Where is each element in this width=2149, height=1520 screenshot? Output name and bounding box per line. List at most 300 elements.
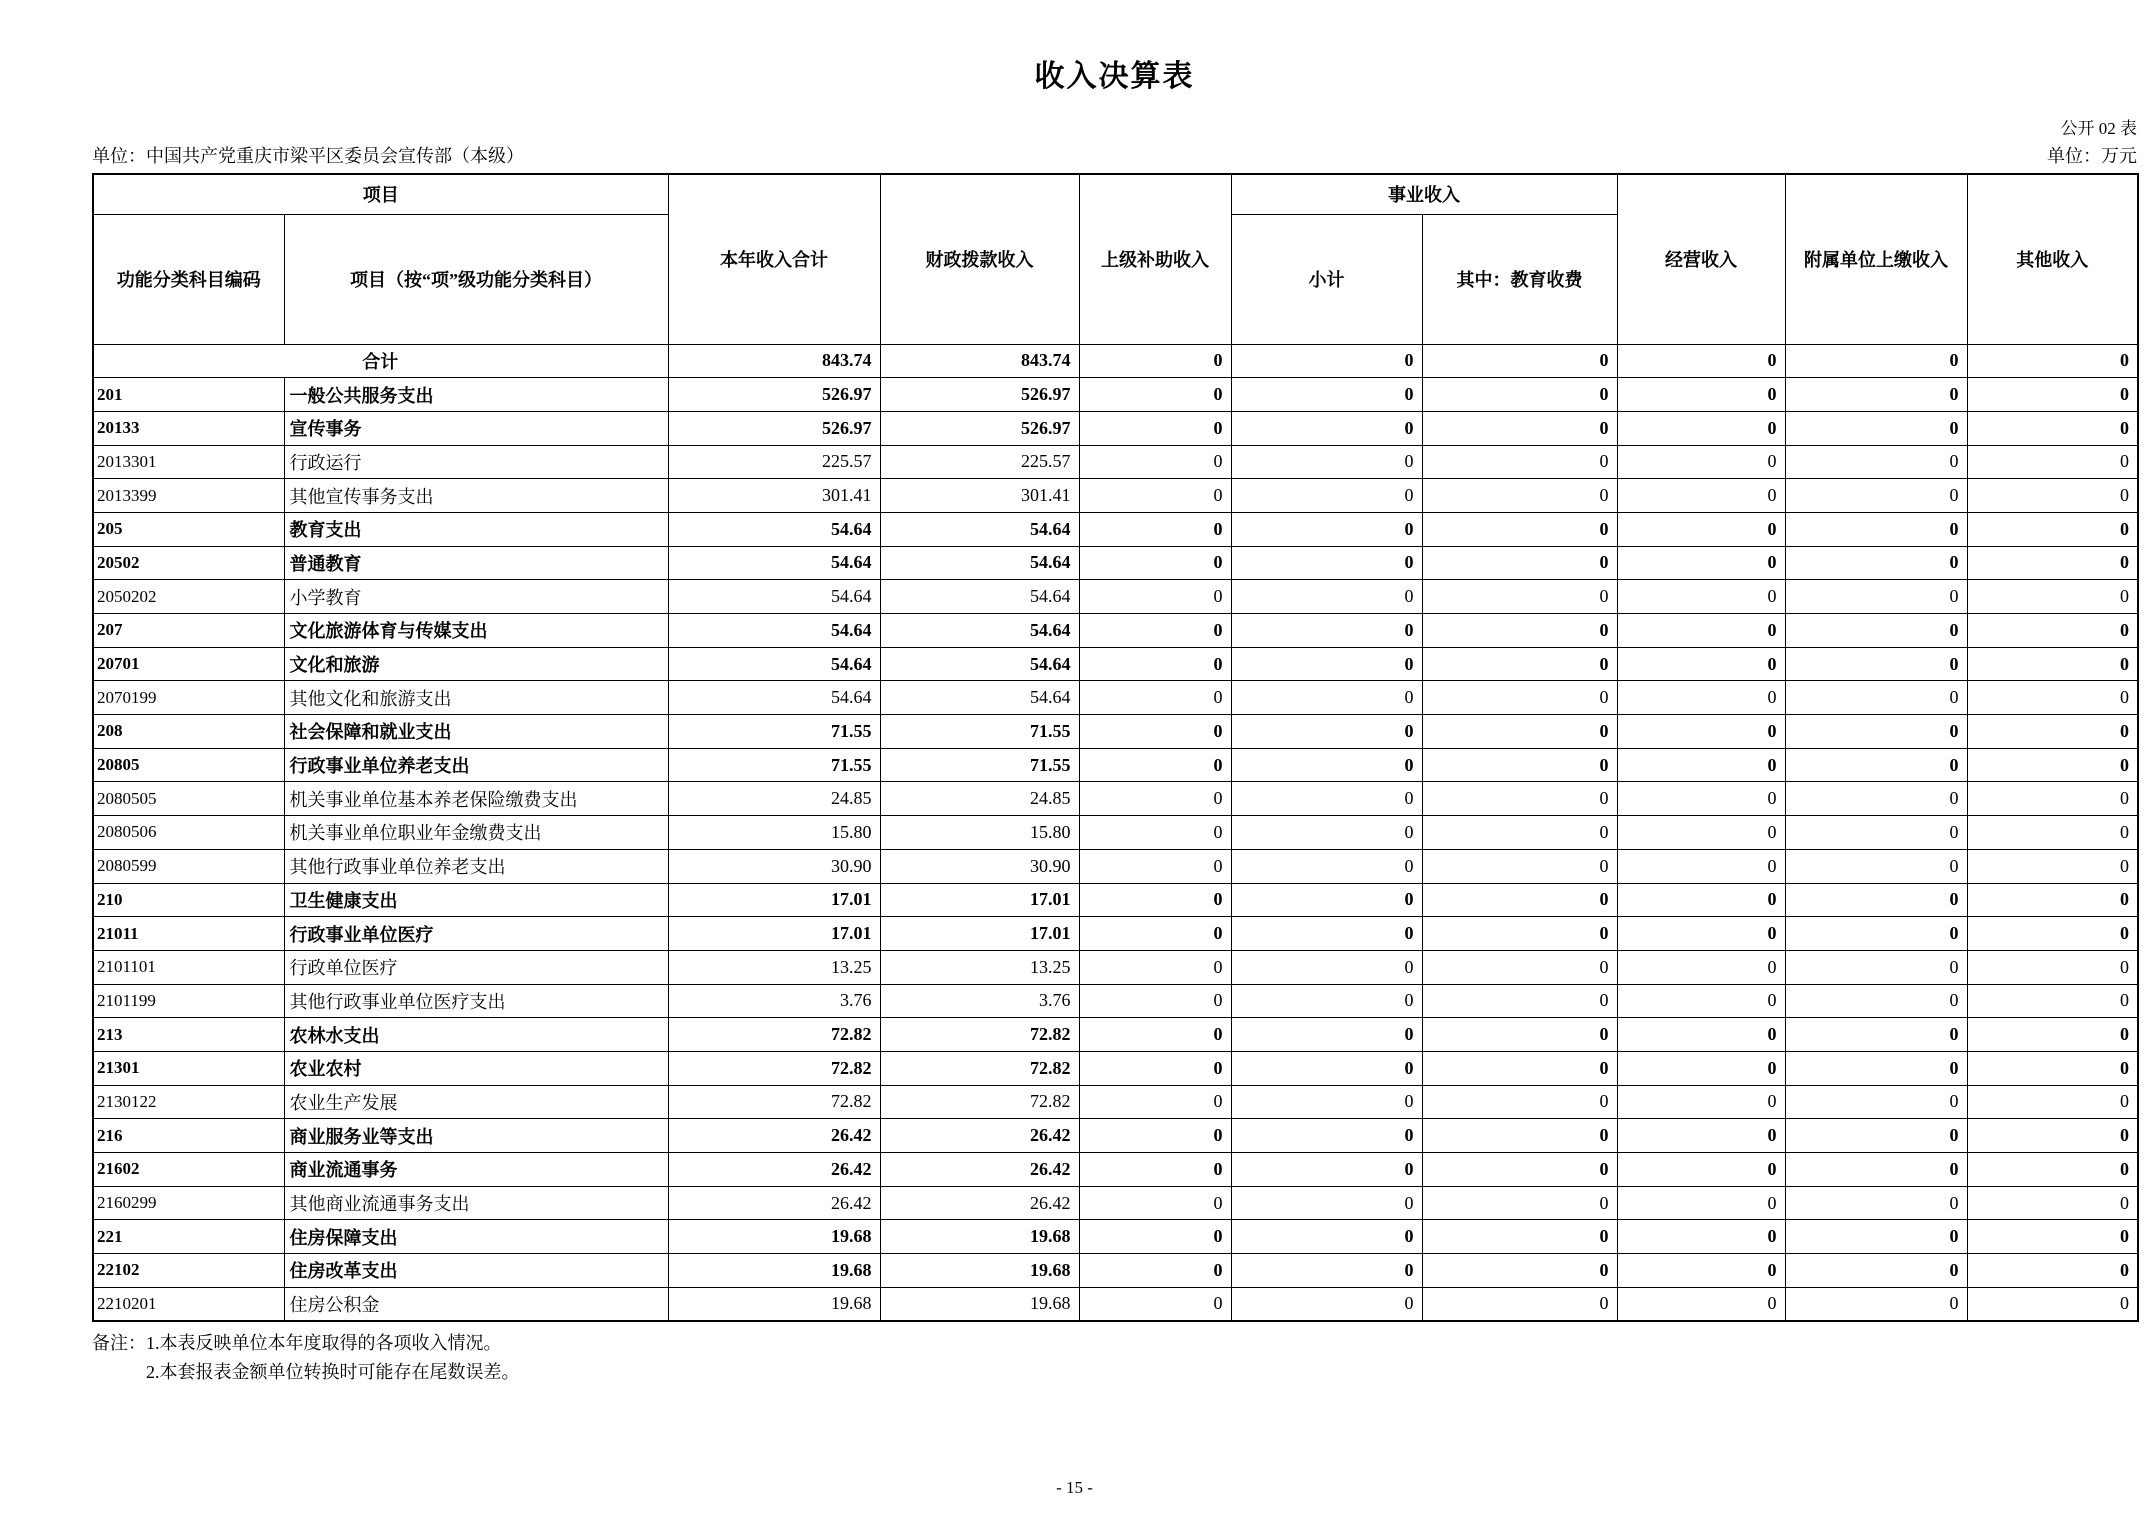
value-cell: 0 [1617, 748, 1785, 782]
value-cell: 15.80 [880, 816, 1079, 850]
value-cell: 26.42 [880, 1153, 1079, 1187]
value-cell: 54.64 [880, 681, 1079, 715]
value-cell: 0 [1617, 681, 1785, 715]
item-cell: 商业服务业等支出 [284, 1119, 668, 1153]
value-cell: 0 [1231, 849, 1422, 883]
value-cell: 0 [1617, 1287, 1785, 1321]
value-cell: 0 [1785, 614, 1967, 648]
item-cell: 其他文化和旅游支出 [284, 681, 668, 715]
value-cell: 0 [1617, 378, 1785, 412]
value-cell: 0 [1231, 546, 1422, 580]
value-cell: 0 [1617, 411, 1785, 445]
value-cell: 0 [1785, 917, 1967, 951]
value-cell: 3.76 [880, 984, 1079, 1018]
value-cell: 0 [1422, 512, 1617, 546]
value-cell: 0 [1422, 1119, 1617, 1153]
value-cell: 0 [1079, 849, 1231, 883]
item-cell: 一般公共服务支出 [284, 378, 668, 412]
value-cell: 0 [1785, 1018, 1967, 1052]
value-cell: 0 [1967, 1254, 2138, 1288]
value-cell: 0 [1785, 1186, 1967, 1220]
value-cell: 0 [1785, 883, 1967, 917]
value-cell: 0 [1785, 984, 1967, 1018]
value-cell: 0 [1967, 580, 2138, 614]
value-cell: 526.97 [668, 378, 880, 412]
value-cell: 0 [1785, 816, 1967, 850]
value-cell: 0 [1231, 748, 1422, 782]
value-cell: 0 [1785, 1287, 1967, 1321]
value-cell: 0 [1422, 647, 1617, 681]
value-cell: 0 [1231, 950, 1422, 984]
value-cell: 0 [1967, 782, 2138, 816]
item-cell: 社会保障和就业支出 [284, 715, 668, 749]
code-cell: 2101199 [93, 984, 284, 1018]
value-cell: 0 [1617, 816, 1785, 850]
code-cell: 22102 [93, 1254, 284, 1288]
value-cell: 0 [1079, 445, 1231, 479]
value-cell: 0 [1617, 1186, 1785, 1220]
code-cell: 20805 [93, 748, 284, 782]
value-cell: 19.68 [668, 1254, 880, 1288]
value-cell: 0 [1967, 1287, 2138, 1321]
value-cell: 0 [1617, 614, 1785, 648]
value-cell: 0 [1617, 849, 1785, 883]
value-cell: 0 [1967, 984, 2138, 1018]
value-cell: 0 [1785, 378, 1967, 412]
value-cell: 0 [1785, 1254, 1967, 1288]
item-cell: 住房改革支出 [284, 1254, 668, 1288]
value-cell: 0 [1079, 378, 1231, 412]
value-cell: 0 [1231, 512, 1422, 546]
value-cell: 0 [1967, 1186, 2138, 1220]
value-cell: 54.64 [668, 546, 880, 580]
table-row [93, 1051, 2138, 1085]
table-row [93, 411, 2138, 445]
value-cell: 0 [1079, 950, 1231, 984]
value-cell: 0 [1967, 647, 2138, 681]
value-cell: 0 [1967, 546, 2138, 580]
item-cell: 宣传事务 [284, 411, 668, 445]
code-cell: 21602 [93, 1153, 284, 1187]
value-cell: 54.64 [668, 580, 880, 614]
value-cell: 0 [1967, 883, 2138, 917]
value-cell: 0 [1967, 950, 2138, 984]
value-cell: 0 [1079, 647, 1231, 681]
value-cell: 0 [1967, 1220, 2138, 1254]
value-cell: 0 [1079, 512, 1231, 546]
value-cell: 0 [1422, 580, 1617, 614]
table-body [93, 344, 2138, 1321]
table-row [93, 580, 2138, 614]
value-cell: 225.57 [880, 445, 1079, 479]
value-cell: 0 [1231, 715, 1422, 749]
code-cell: 2160299 [93, 1186, 284, 1220]
value-cell: 0 [1422, 1287, 1617, 1321]
code-cell: 208 [93, 715, 284, 749]
value-cell: 26.42 [668, 1119, 880, 1153]
value-cell: 17.01 [880, 883, 1079, 917]
table-row [93, 883, 2138, 917]
value-cell: 13.25 [668, 950, 880, 984]
item-cell: 农林水支出 [284, 1018, 668, 1052]
value-cell: 30.90 [668, 849, 880, 883]
value-cell: 0 [1785, 411, 1967, 445]
value-cell: 0 [1422, 1051, 1617, 1085]
value-cell: 0 [1231, 344, 1422, 378]
value-cell: 0 [1617, 479, 1785, 513]
value-cell: 526.97 [880, 411, 1079, 445]
value-cell: 30.90 [880, 849, 1079, 883]
table-row [93, 950, 2138, 984]
value-cell: 0 [1967, 1085, 2138, 1119]
value-cell: 0 [1079, 344, 1231, 378]
item-cell: 教育支出 [284, 512, 668, 546]
code-cell: 2210201 [93, 1287, 284, 1321]
value-cell: 54.64 [880, 614, 1079, 648]
value-cell: 0 [1079, 479, 1231, 513]
value-cell: 0 [1617, 984, 1785, 1018]
value-cell: 0 [1079, 715, 1231, 749]
value-cell: 0 [1967, 479, 2138, 513]
value-cell: 19.68 [880, 1254, 1079, 1288]
value-cell: 0 [1231, 1220, 1422, 1254]
value-cell: 0 [1079, 883, 1231, 917]
value-cell: 0 [1967, 816, 2138, 850]
value-cell: 0 [1967, 1119, 2138, 1153]
value-cell: 0 [1079, 748, 1231, 782]
value-cell: 0 [1422, 816, 1617, 850]
value-cell: 0 [1079, 614, 1231, 648]
header-row-1 [93, 174, 2138, 214]
value-cell: 0 [1785, 681, 1967, 715]
value-cell: 0 [1422, 917, 1617, 951]
value-cell: 0 [1422, 984, 1617, 1018]
value-cell: 0 [1785, 512, 1967, 546]
header-education-col: 其中：教育收费 [1422, 214, 1617, 344]
code-cell: 20502 [93, 546, 284, 580]
header-fiscal-col: 财政拨款收入 [880, 174, 1079, 344]
value-cell: 0 [1617, 1051, 1785, 1085]
value-cell: 0 [1422, 344, 1617, 378]
value-cell: 0 [1079, 1051, 1231, 1085]
value-cell: 71.55 [668, 748, 880, 782]
value-cell: 19.68 [880, 1220, 1079, 1254]
value-cell: 0 [1967, 1018, 2138, 1052]
value-cell: 0 [1231, 1018, 1422, 1052]
item-cell: 行政事业单位养老支出 [284, 748, 668, 782]
value-cell: 0 [1422, 1153, 1617, 1187]
value-cell: 0 [1231, 883, 1422, 917]
value-cell: 0 [1231, 1051, 1422, 1085]
value-cell: 0 [1617, 782, 1785, 816]
item-cell: 住房公积金 [284, 1287, 668, 1321]
code-cell: 216 [93, 1119, 284, 1153]
value-cell: 0 [1617, 445, 1785, 479]
document-page [92, 0, 2137, 1387]
value-cell: 0 [1785, 445, 1967, 479]
value-cell: 71.55 [880, 715, 1079, 749]
value-cell: 0 [1422, 1220, 1617, 1254]
value-cell: 0 [1785, 479, 1967, 513]
value-cell: 0 [1967, 512, 2138, 546]
value-cell: 843.74 [880, 344, 1079, 378]
value-cell: 0 [1617, 917, 1785, 951]
value-cell: 0 [1422, 849, 1617, 883]
value-cell: 3.76 [668, 984, 880, 1018]
value-cell: 0 [1617, 647, 1785, 681]
value-cell: 0 [1785, 1220, 1967, 1254]
value-cell: 0 [1617, 1220, 1785, 1254]
code-cell: 207 [93, 614, 284, 648]
value-cell: 0 [1231, 917, 1422, 951]
value-cell: 71.55 [668, 715, 880, 749]
value-cell: 72.82 [668, 1018, 880, 1052]
value-cell: 0 [1079, 546, 1231, 580]
value-cell: 54.64 [668, 512, 880, 546]
value-cell: 0 [1079, 411, 1231, 445]
value-cell: 72.82 [880, 1085, 1079, 1119]
value-cell: 0 [1422, 1254, 1617, 1288]
item-cell: 卫生健康支出 [284, 883, 668, 917]
item-cell: 农业农村 [284, 1051, 668, 1085]
value-cell: 0 [1422, 546, 1617, 580]
table-row [93, 917, 2138, 951]
table-code: 公开 02 表 [2060, 119, 2137, 138]
value-cell: 0 [1785, 1085, 1967, 1119]
revenue-table [92, 173, 2139, 1322]
value-cell: 0 [1079, 681, 1231, 715]
table-row [93, 782, 2138, 816]
value-cell: 0 [1967, 681, 2138, 715]
item-cell: 行政事业单位医疗 [284, 917, 668, 951]
value-cell: 0 [1967, 748, 2138, 782]
value-cell: 26.42 [880, 1119, 1079, 1153]
value-cell: 0 [1785, 849, 1967, 883]
value-cell: 0 [1422, 445, 1617, 479]
value-cell: 0 [1617, 1018, 1785, 1052]
value-cell: 72.82 [880, 1051, 1079, 1085]
value-cell: 17.01 [880, 917, 1079, 951]
code-cell: 2101101 [93, 950, 284, 984]
code-cell: 213 [93, 1018, 284, 1052]
value-cell: 0 [1422, 748, 1617, 782]
header-item-col: 项目（按“项”级功能分类科目） [284, 214, 668, 344]
value-cell: 0 [1785, 748, 1967, 782]
header-superior-col: 上级补助收入 [1079, 174, 1231, 344]
value-cell: 0 [1967, 411, 2138, 445]
value-cell: 0 [1617, 1119, 1785, 1153]
value-cell: 0 [1967, 344, 2138, 378]
table-row [93, 1018, 2138, 1052]
table-row [93, 984, 2138, 1018]
code-cell: 2013399 [93, 479, 284, 513]
table-row [93, 445, 2138, 479]
value-cell: 0 [1967, 445, 2138, 479]
value-cell: 0 [1617, 883, 1785, 917]
table-row [93, 1153, 2138, 1187]
value-cell: 17.01 [668, 883, 880, 917]
value-cell: 0 [1785, 1051, 1967, 1085]
notes [92, 1329, 2137, 1387]
value-cell: 0 [1785, 546, 1967, 580]
value-cell: 54.64 [668, 614, 880, 648]
value-cell: 0 [1967, 1153, 2138, 1187]
code-cell: 2080599 [93, 849, 284, 883]
value-cell: 0 [1422, 1186, 1617, 1220]
note-line-2: 2.本套报表金额单位转换时可能存在尾数误差。 [146, 1361, 520, 1382]
value-cell: 0 [1079, 782, 1231, 816]
value-cell: 0 [1079, 1119, 1231, 1153]
value-cell: 0 [1967, 849, 2138, 883]
value-cell: 0 [1967, 614, 2138, 648]
value-cell: 0 [1967, 917, 2138, 951]
value-cell: 0 [1079, 1220, 1231, 1254]
value-cell: 0 [1231, 1254, 1422, 1288]
value-cell: 0 [1079, 917, 1231, 951]
code-cell: 205 [93, 512, 284, 546]
item-cell: 其他商业流通事务支出 [284, 1186, 668, 1220]
value-cell: 0 [1231, 378, 1422, 412]
value-cell: 301.41 [880, 479, 1079, 513]
value-cell: 0 [1231, 580, 1422, 614]
value-cell: 0 [1079, 1018, 1231, 1052]
code-cell: 210 [93, 883, 284, 917]
value-cell: 0 [1785, 782, 1967, 816]
value-cell: 15.80 [668, 816, 880, 850]
value-cell: 0 [1422, 411, 1617, 445]
table-row [93, 1254, 2138, 1288]
item-cell: 行政运行 [284, 445, 668, 479]
code-cell: 2070199 [93, 681, 284, 715]
value-cell: 0 [1617, 950, 1785, 984]
value-cell: 54.64 [668, 681, 880, 715]
value-cell: 0 [1231, 445, 1422, 479]
value-cell: 0 [1617, 1085, 1785, 1119]
value-cell: 0 [1231, 647, 1422, 681]
table-row [93, 681, 2138, 715]
item-cell: 其他宣传事务支出 [284, 479, 668, 513]
value-cell: 526.97 [880, 378, 1079, 412]
value-cell: 0 [1617, 580, 1785, 614]
value-cell: 0 [1422, 883, 1617, 917]
value-cell: 26.42 [668, 1153, 880, 1187]
value-cell: 19.68 [668, 1220, 880, 1254]
table-row [93, 378, 2138, 412]
value-cell: 71.55 [880, 748, 1079, 782]
value-cell: 17.01 [668, 917, 880, 951]
item-cell: 文化和旅游 [284, 647, 668, 681]
value-cell: 0 [1422, 479, 1617, 513]
header-other-col: 其他收入 [1967, 174, 2138, 344]
code-cell: 201 [93, 378, 284, 412]
value-cell: 0 [1079, 1153, 1231, 1187]
table-row [93, 1119, 2138, 1153]
item-cell: 行政单位医疗 [284, 950, 668, 984]
value-cell: 0 [1617, 344, 1785, 378]
item-cell: 文化旅游体育与传媒支出 [284, 614, 668, 648]
value-cell: 0 [1231, 782, 1422, 816]
value-cell: 54.64 [668, 647, 880, 681]
value-cell: 0 [1079, 816, 1231, 850]
table-header [93, 174, 2138, 344]
value-cell: 19.68 [880, 1287, 1079, 1321]
value-cell: 54.64 [880, 647, 1079, 681]
table-row [93, 816, 2138, 850]
code-cell: 2050202 [93, 580, 284, 614]
code-cell: 2080505 [93, 782, 284, 816]
value-cell: 24.85 [880, 782, 1079, 816]
header-total-col: 本年收入合计 [668, 174, 880, 344]
item-cell: 小学教育 [284, 580, 668, 614]
table-row [93, 1085, 2138, 1119]
value-cell: 0 [1785, 1119, 1967, 1153]
item-cell: 机关事业单位职业年金缴费支出 [284, 816, 668, 850]
code-cell: 2080506 [93, 816, 284, 850]
code-cell: 21301 [93, 1051, 284, 1085]
value-cell: 0 [1231, 816, 1422, 850]
value-cell: 0 [1231, 1186, 1422, 1220]
value-cell: 0 [1079, 984, 1231, 1018]
code-cell: 2130122 [93, 1085, 284, 1119]
header-subtotal-col: 小计 [1231, 214, 1422, 344]
value-cell: 0 [1079, 1186, 1231, 1220]
unit-name-label: 单位：中国共产党重庆市梁平区委员会宣传部（本级） [92, 146, 524, 166]
info-row [92, 143, 2137, 169]
value-cell: 0 [1079, 1287, 1231, 1321]
value-cell: 0 [1231, 614, 1422, 648]
table-row [93, 1220, 2138, 1254]
value-cell: 72.82 [668, 1051, 880, 1085]
table-row [93, 512, 2138, 546]
code-cell: 2013301 [93, 445, 284, 479]
table-row [93, 715, 2138, 749]
value-cell: 0 [1422, 1085, 1617, 1119]
value-cell: 54.64 [880, 580, 1079, 614]
value-cell: 0 [1231, 1085, 1422, 1119]
value-cell: 0 [1422, 715, 1617, 749]
item-cell: 机关事业单位基本养老保险缴费支出 [284, 782, 668, 816]
value-cell: 72.82 [880, 1018, 1079, 1052]
code-cell: 21011 [93, 917, 284, 951]
value-cell: 0 [1617, 512, 1785, 546]
value-cell: 0 [1231, 681, 1422, 715]
table-row [93, 748, 2138, 782]
page-title: 收入决算表 [1034, 60, 1195, 93]
value-cell: 0 [1967, 715, 2138, 749]
value-cell: 0 [1617, 1153, 1785, 1187]
value-cell: 0 [1785, 715, 1967, 749]
value-cell: 26.42 [880, 1186, 1079, 1220]
table-row [93, 1186, 2138, 1220]
value-cell: 54.64 [880, 546, 1079, 580]
value-cell: 526.97 [668, 411, 880, 445]
note-line-1: 备注：1.本表反映单位本年度取得的各项收入情况。 [92, 1332, 502, 1353]
value-cell: 54.64 [880, 512, 1079, 546]
value-cell: 19.68 [668, 1287, 880, 1321]
value-cell: 72.82 [668, 1085, 880, 1119]
value-cell: 225.57 [668, 445, 880, 479]
value-cell: 843.74 [668, 344, 880, 378]
value-cell: 0 [1967, 1051, 2138, 1085]
value-cell: 0 [1967, 378, 2138, 412]
value-cell: 0 [1422, 1018, 1617, 1052]
header-item-group: 项目 [93, 174, 668, 214]
value-cell: 0 [1422, 614, 1617, 648]
value-cell: 0 [1231, 1287, 1422, 1321]
value-cell: 24.85 [668, 782, 880, 816]
code-cell: 20701 [93, 647, 284, 681]
value-cell: 0 [1785, 344, 1967, 378]
